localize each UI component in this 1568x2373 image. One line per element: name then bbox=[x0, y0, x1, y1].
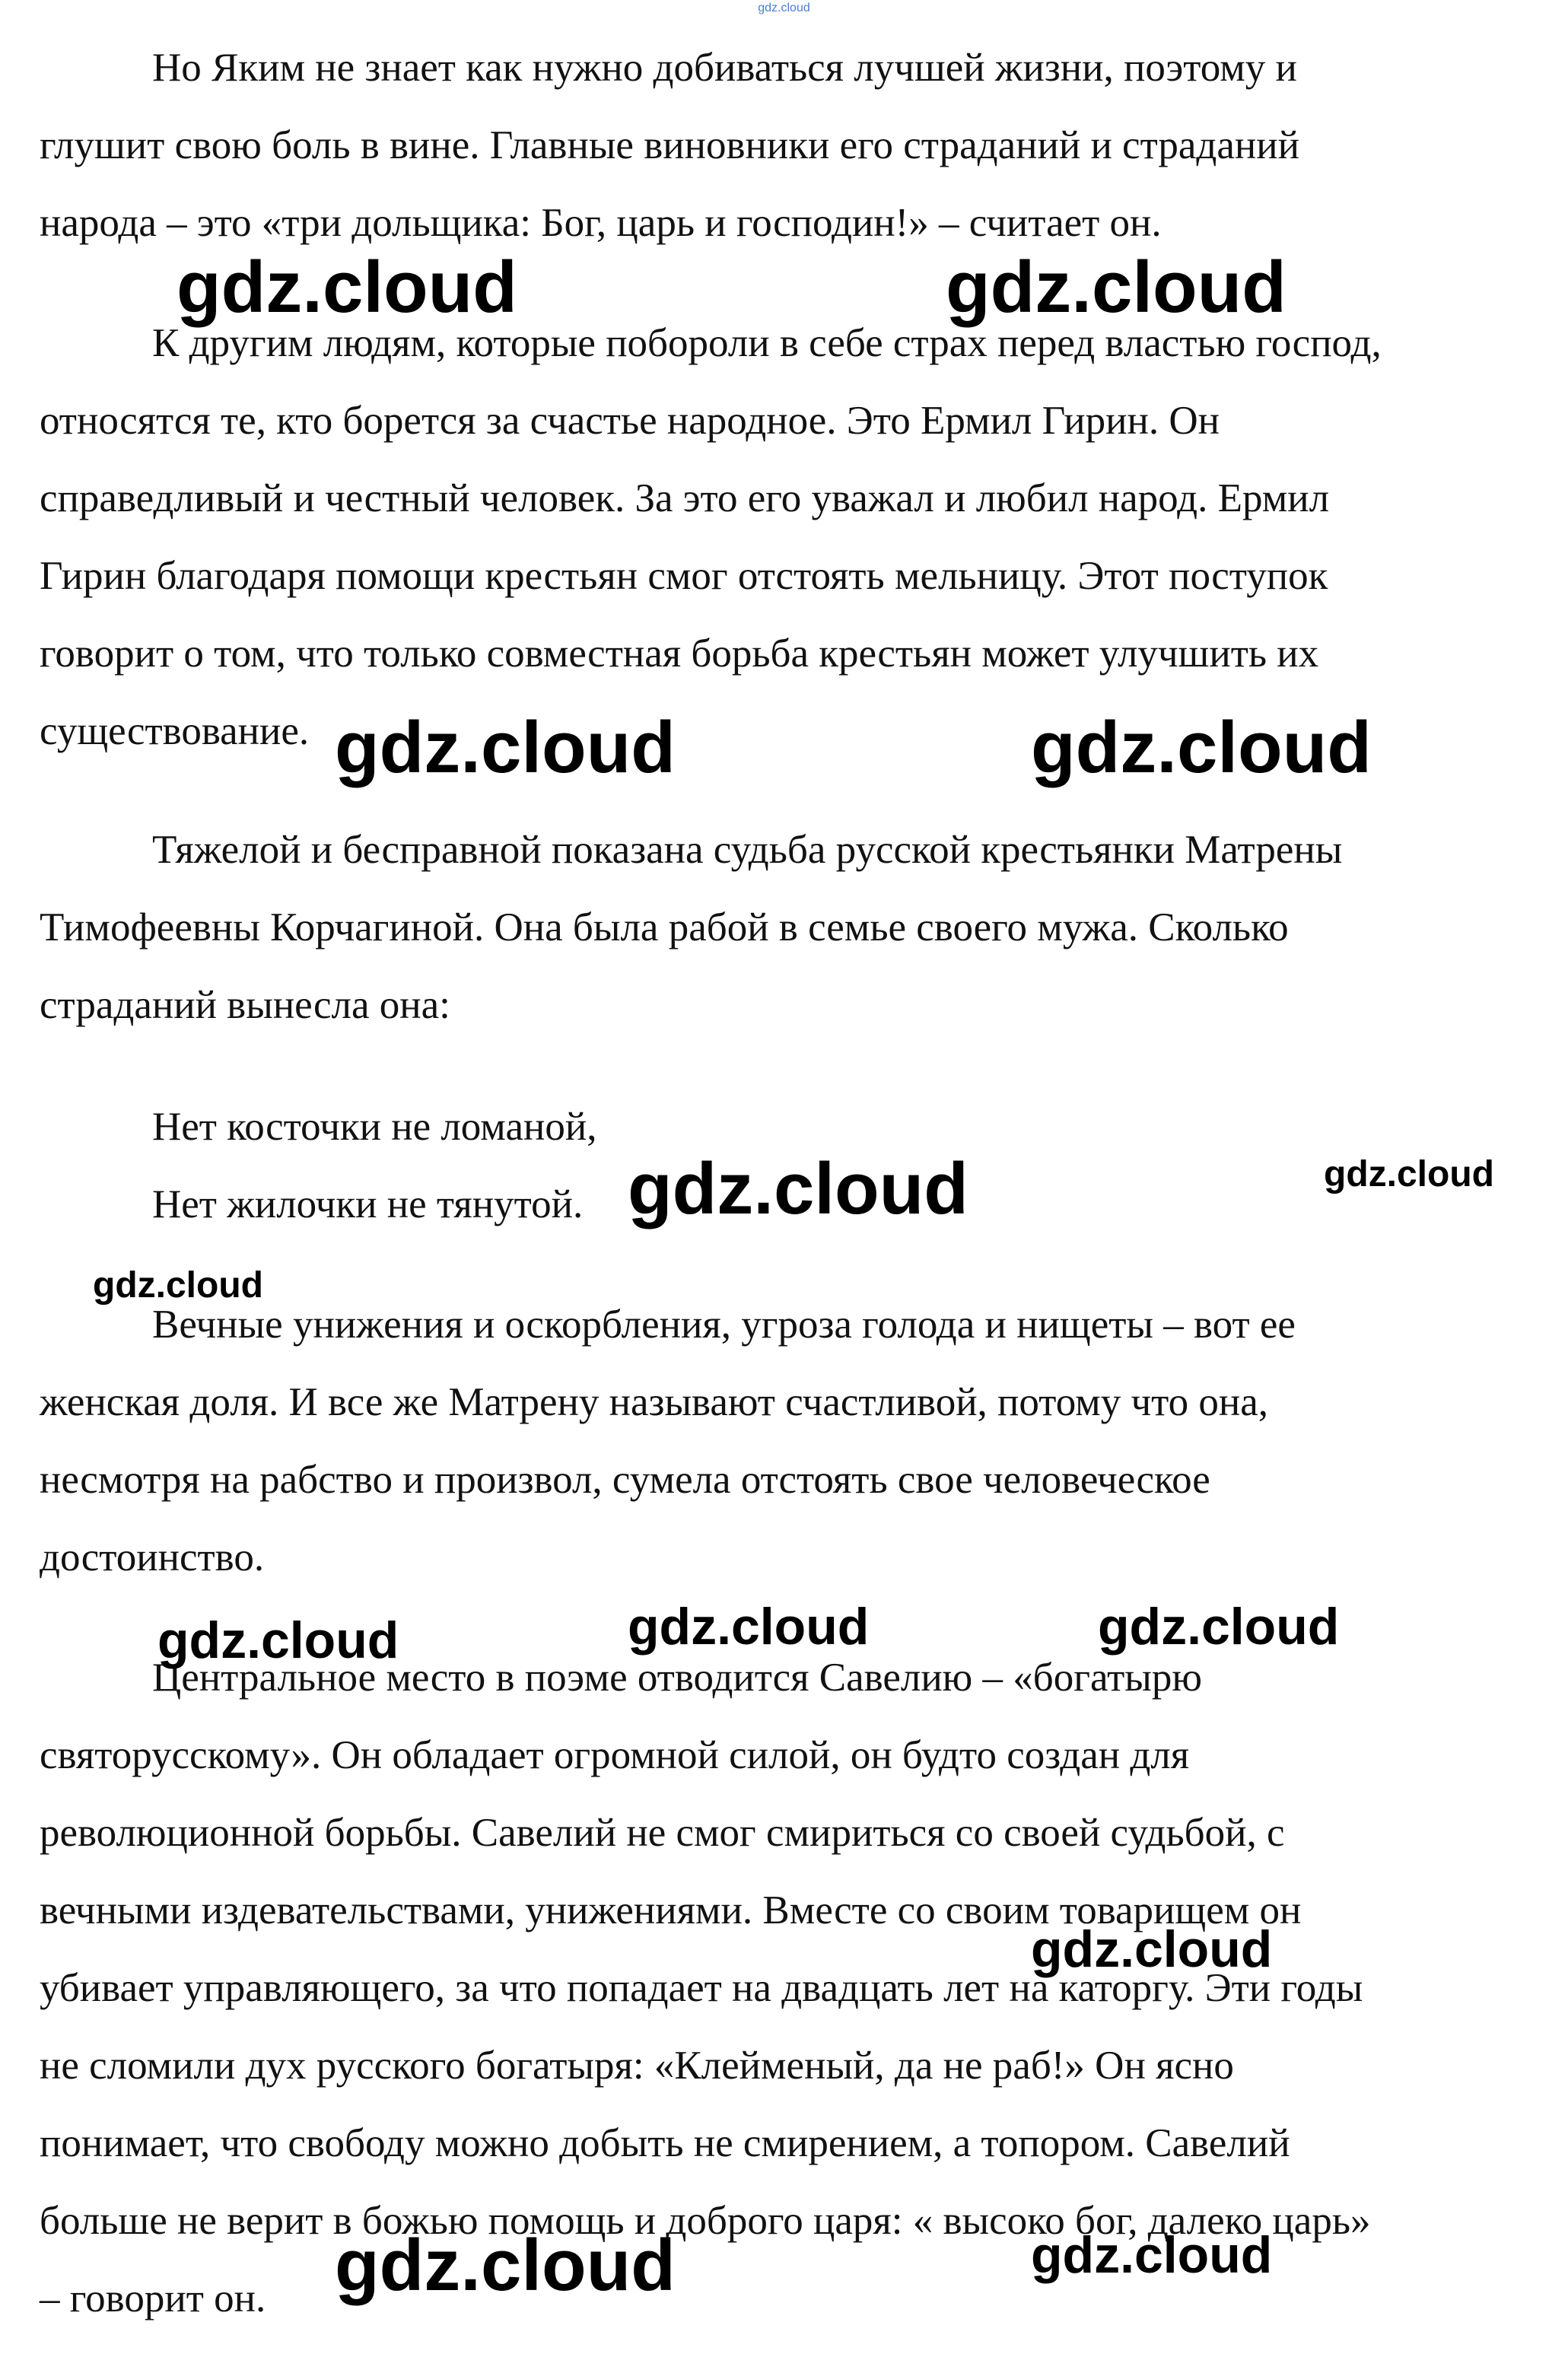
text-line: революционной борьбы. Савелий не смог смириться со своей судьбой, с bbox=[40, 1811, 1285, 1855]
header-watermark: gdz.cloud bbox=[758, 2, 810, 14]
watermark: gdz.cloud bbox=[335, 2225, 676, 2306]
text-line: больше не верит в божью помощь и доброго царя: « высоко бог, далеко царь» bbox=[40, 2199, 1371, 2243]
text-line: К другим людям, которые побороли в себе страх перед властью господ, bbox=[152, 321, 1382, 365]
text-line: Центральное место в поэме отводится Савелию – «богатырю bbox=[152, 1656, 1202, 1700]
paragraph-womens-lot bbox=[40, 1286, 1535, 1596]
text-line: достоинство. bbox=[40, 1535, 265, 1579]
text-line: народа – это «три дольщика: Бог, царь и господин!» – считает он. bbox=[40, 201, 1162, 245]
watermark: gdz.cloud bbox=[628, 1598, 870, 1656]
text-line: вечными издевательствами, унижениями. Вместе со своим товарищем он bbox=[40, 1888, 1302, 1932]
paragraph-yakim bbox=[40, 29, 1535, 262]
text-line: Вечные унижения и оскорбления, угроза голода и нищеты – вот ее bbox=[152, 1303, 1296, 1347]
text-line: существование. bbox=[40, 709, 310, 753]
paragraph-girin bbox=[40, 304, 1535, 770]
watermark: gdz.cloud bbox=[1098, 1598, 1340, 1656]
watermark: gdz.cloud bbox=[1324, 1154, 1494, 1194]
watermark: gdz.cloud bbox=[1031, 2226, 1273, 2284]
watermark: gdz.cloud bbox=[1031, 1920, 1273, 1978]
watermark: gdz.cloud bbox=[946, 247, 1287, 328]
watermark: gdz.cloud bbox=[628, 1148, 968, 1229]
text-line: Тимофеевны Корчагиной. Она была рабой в семье своего мужа. Сколько bbox=[40, 905, 1289, 950]
text-line: глушит свою боль в вине. Главные виновники его страданий и страданий bbox=[40, 123, 1299, 167]
text-line: понимает, что свободу можно добыть не смирением, а топором. Савелий bbox=[40, 2121, 1290, 2165]
verse-line: Нет жилочки не тянутой. bbox=[152, 1182, 584, 1226]
paragraph-matrena bbox=[40, 811, 1535, 1044]
text-line: – говорит он. bbox=[40, 2276, 266, 2321]
text-line: Тяжелой и бесправной показана судьба русской крестьянки Матрены bbox=[152, 828, 1343, 872]
watermark: gdz.cloud bbox=[335, 707, 676, 788]
text-line: убивает управляющего, за что попадает на двадцать лет на каторгу. Эти годы bbox=[40, 1966, 1363, 2010]
watermark: gdz.cloud bbox=[177, 247, 517, 328]
text-line: говорит о том, что только совместная борьба крестьян может улучшить их bbox=[40, 631, 1319, 676]
text-line: Гирин благодаря помощи крестьян смог отстоять мельницу. Этот поступок bbox=[40, 554, 1328, 598]
paragraph-saveliy bbox=[40, 1639, 1535, 2337]
text-line: Но Яким не знает как нужно добиваться лучшей жизни, поэтому и bbox=[152, 46, 1297, 90]
watermark: gdz.cloud bbox=[1031, 707, 1372, 788]
text-line: женская доля. И все же Матрену называют счастливой, потому что она, bbox=[40, 1380, 1268, 1424]
text-line: несмотря на рабство и произвол, сумела отстоять свое человеческое bbox=[40, 1458, 1210, 1502]
text-line: справедливый и честный человек. За это его уважал и любил народ. Ермил bbox=[40, 476, 1330, 520]
watermark: gdz.cloud bbox=[157, 1611, 399, 1669]
verse-line: Нет косточки не ломаной, bbox=[152, 1105, 597, 1149]
text-line: страданий вынесла она: bbox=[40, 983, 450, 1027]
text-line: святорусскому». Он обладает огромной силой, он будто создан для bbox=[40, 1733, 1190, 1777]
text-line: не сломили дух русского богатыря: «Клейменый, да не раб!» Он ясно bbox=[40, 2044, 1234, 2088]
text-line: относятся те, кто борется за счастье народное. Это Ермил Гирин. Он bbox=[40, 399, 1220, 443]
watermark: gdz.cloud bbox=[93, 1265, 263, 1306]
